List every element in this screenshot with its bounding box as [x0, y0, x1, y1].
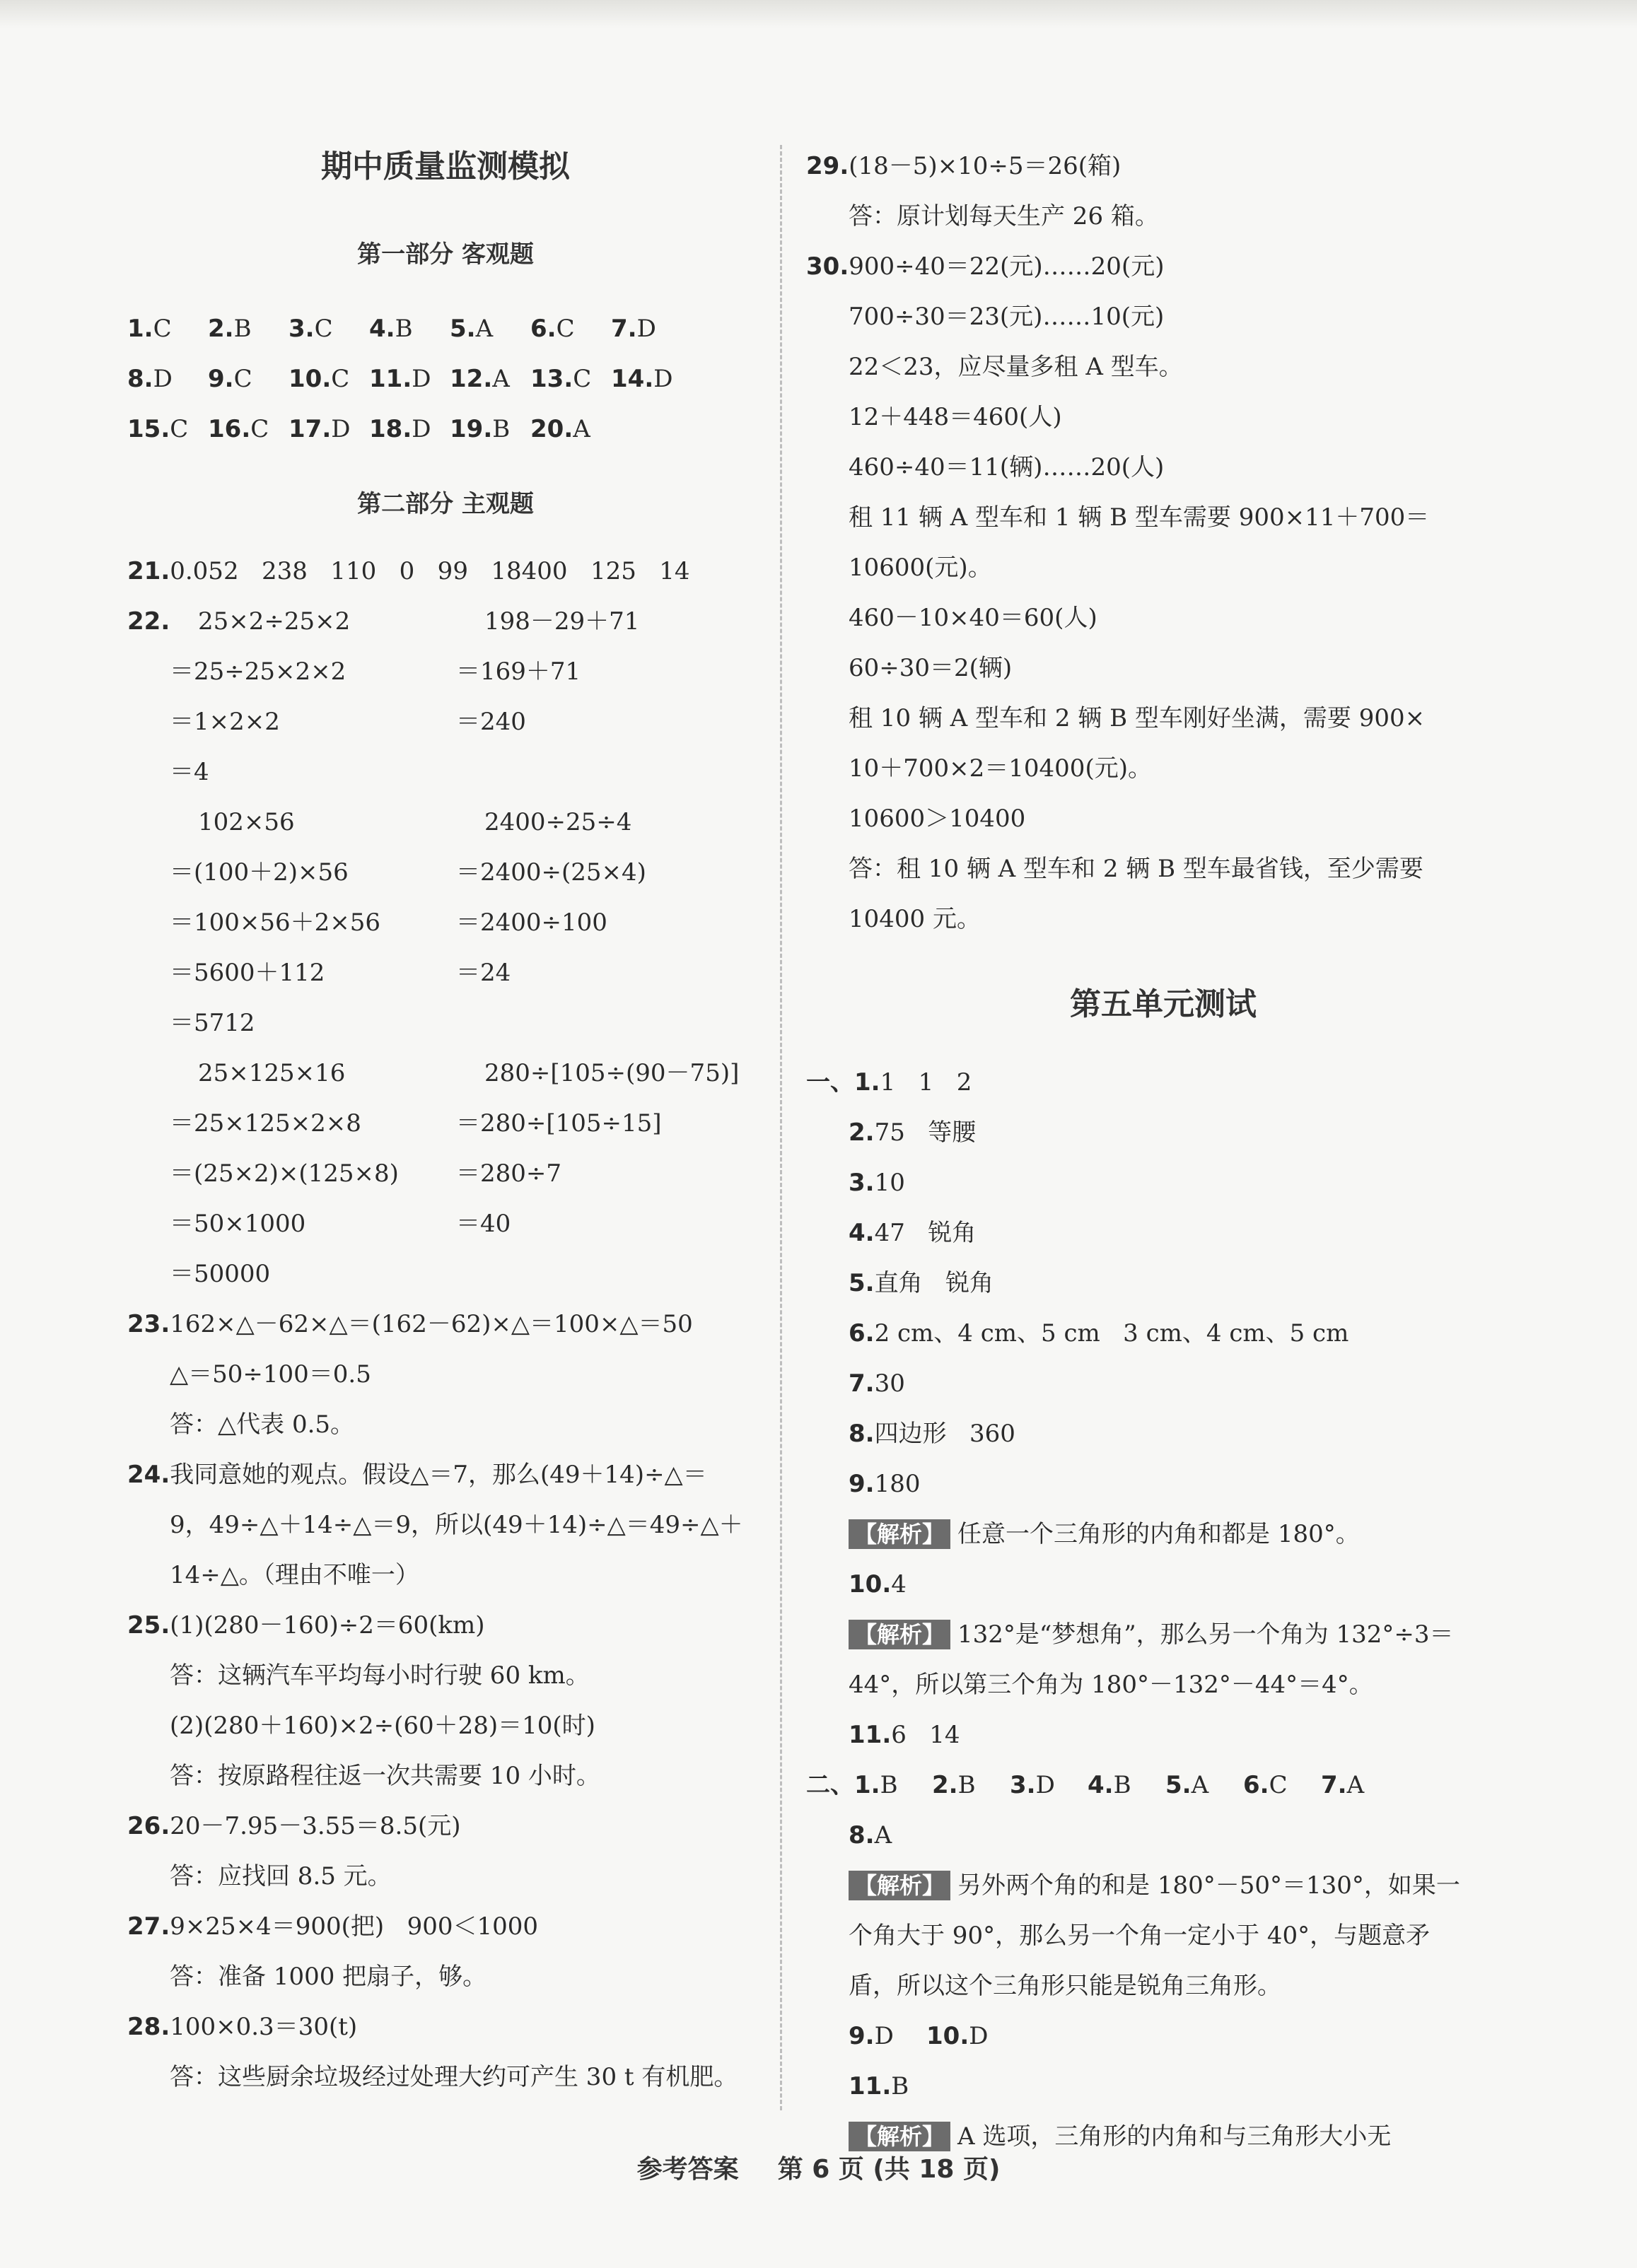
q22-left-expr: ＝(25×2)×(125×8)	[170, 1159, 399, 1188]
mc-item-answer: C	[573, 365, 592, 393]
mc-item-number: 8.	[127, 365, 153, 393]
mc-item-answer: B	[395, 315, 413, 343]
unit5-sec1-item	[806, 1459, 1520, 1509]
q22-left-expr: 102×56	[198, 808, 295, 836]
q22-right-expr: 2400÷25÷4	[484, 808, 632, 836]
q30-line-text: 租 11 辆 A 型车和 1 辆 B 型车需要 900×11＋700＝	[849, 503, 1430, 532]
q30-line-text: 10600(元)。	[849, 554, 992, 582]
mc-item	[369, 304, 450, 354]
sec2-item	[1321, 1760, 1399, 1811]
q21-answer: 21.0.052 238 110 0 99 18400 125 14	[127, 557, 690, 585]
q29-line	[806, 141, 1520, 192]
mc-item	[127, 354, 208, 404]
sec2-q8-answer: A	[874, 1821, 892, 1849]
analysis-sec2-q8	[806, 1961, 1520, 2011]
section-title-midterm: 期中质量监测模拟	[321, 148, 570, 185]
q22-line	[127, 1149, 764, 1199]
mc-item	[127, 304, 208, 354]
q24-line	[127, 1550, 764, 1601]
left-column	[127, 141, 764, 2103]
mc-item-answer: C	[170, 415, 189, 443]
q25-line-text: (2)(280＋160)×2÷(60＋28)＝10(时)	[170, 1712, 595, 1740]
mc-item	[289, 304, 369, 354]
q25-line	[127, 1701, 764, 1751]
q30-line-text: 60÷30＝2(辆)	[849, 654, 1013, 682]
sec2-item-number: 3.	[1010, 1771, 1036, 1799]
sec1-item-number: 1.	[854, 1068, 880, 1097]
sec2-q11-number: 11.	[849, 2072, 892, 2100]
sec1-item-number: 4.	[849, 1219, 875, 1247]
q22-left-expr: ＝(100＋2)×56	[170, 858, 349, 887]
q23-line-text: 162×△－62×△＝(162－62)×△＝100×△＝50	[170, 1310, 693, 1338]
sec2-item-number: 5.	[1165, 1771, 1192, 1799]
q30-line	[806, 493, 1520, 543]
sec1-item-answer: 180	[874, 1470, 921, 1498]
analysis-q9	[806, 1509, 1520, 1560]
multiple-choice-answers	[127, 304, 764, 455]
q22-calculation	[127, 597, 764, 1299]
mc-item-answer: D	[653, 365, 673, 393]
mc-item-answer: C	[556, 315, 575, 343]
q11-number: 11.	[849, 1721, 892, 1749]
q30-line-text: 答：租 10 辆 A 型车和 2 辆 B 型车最省钱，至少需要	[849, 855, 1423, 883]
sec2-item-number: 4.	[1088, 1771, 1114, 1799]
sec2-item-answer: A	[1346, 1771, 1365, 1799]
q24-line-text: 我同意她的观点。假设△＝7，那么(49＋14)÷△＝	[170, 1461, 707, 1489]
right-word-problems	[806, 141, 1520, 945]
mc-item-number: 19.	[450, 415, 493, 443]
q30-line	[806, 844, 1520, 894]
q22-line	[127, 998, 764, 1048]
analysis-badge: 【解析】	[849, 1871, 950, 1900]
mc-item-answer: B	[233, 315, 252, 343]
q28-line-text: 100×0.3＝30(t)	[170, 2013, 358, 2041]
q23-line-number: 23.	[127, 1310, 170, 1338]
q22-right-expr: 198－29＋71	[484, 607, 640, 636]
part1-heading: 第一部分 客观题	[357, 240, 534, 269]
sec1-label: 一、	[806, 1068, 854, 1097]
q22-line	[127, 948, 764, 998]
mc-item	[289, 404, 369, 455]
mc-item-number: 18.	[369, 415, 412, 443]
analysis-q10-text: 132°是“梦想角”，那么另一个角为 132°÷3＝	[957, 1620, 1454, 1649]
mc-item-number: 16.	[208, 415, 251, 443]
sec2-item-answer: B	[880, 1771, 898, 1799]
q22-right-expr: ＝169＋71	[456, 657, 581, 686]
q30-line-text: 900÷40＝22(元)……20(元)	[849, 252, 1165, 281]
q30-line-text: 460－10×40＝60(人)	[849, 604, 1097, 632]
q26-line	[127, 1801, 764, 1852]
unit5-sec1-item	[806, 1208, 1520, 1258]
q30-line	[806, 593, 1520, 643]
mc-item-number: 9.	[208, 365, 234, 393]
q28-line	[127, 2052, 764, 2103]
q30-line	[806, 794, 1520, 844]
q29-line	[806, 192, 1520, 242]
page-top-shade	[0, 0, 1637, 28]
q22-left-expr: ＝25×125×2×8	[170, 1109, 361, 1138]
sec1-item-answer: 47 锐角	[874, 1219, 977, 1247]
mc-item	[611, 354, 692, 404]
q23-line	[127, 1350, 764, 1400]
sec2-item	[1165, 1760, 1243, 1811]
q22-left-expr: ＝50×1000	[170, 1210, 306, 1238]
analysis-q10	[806, 1610, 1520, 1660]
q30-line	[806, 543, 1520, 593]
q29-line-number: 29.	[806, 152, 849, 180]
q30-line-text: 700÷30＝23(元)……10(元)	[849, 303, 1165, 331]
sec1-item-answer: 10	[874, 1169, 905, 1197]
q30-line	[806, 744, 1520, 794]
q25-line	[127, 1751, 764, 1801]
analysis-sec2-q8-text: 盾，所以这个三角形只能是锐角三角形。	[849, 1972, 1281, 2000]
q22-line	[127, 597, 764, 647]
mc-item-number: 14.	[611, 365, 654, 393]
q22-left-expr: ＝25÷25×2×2	[170, 657, 346, 686]
unit5-sec1-item	[806, 1258, 1520, 1309]
analysis-q10	[806, 1660, 1520, 1710]
q27-line	[127, 1902, 764, 1952]
q27-line-text: 9×25×4＝900(把) 900＜1000	[170, 1912, 539, 1941]
left-word-problems	[127, 1299, 764, 2103]
q24-line	[127, 1500, 764, 1550]
analysis-sec2-q8	[806, 1861, 1520, 1911]
analysis-sec2-q8	[806, 1911, 1520, 1961]
mc-item-number: 15.	[127, 415, 170, 443]
sec2-item-answer: C	[1269, 1771, 1288, 1799]
sec2-item	[1243, 1760, 1321, 1811]
q22-right-expr: ＝24	[456, 959, 511, 987]
q22-left-expr: 25×2÷25×2	[198, 607, 351, 636]
q25-line	[127, 1601, 764, 1651]
mc-item-number: 7.	[611, 315, 637, 343]
mc-item-number: 4.	[369, 315, 395, 343]
q30-line-text: 租 10 辆 A 型车和 2 辆 B 型车刚好坐满，需要 900×	[849, 704, 1426, 732]
sec2-item-answer: D	[969, 2022, 989, 2050]
q22-left-expr: 25×125×16	[198, 1059, 346, 1087]
sec1-item-number: 2.	[849, 1118, 875, 1147]
analysis-sec2-q11-text: A 选项，三角形的内角和与三角形大小无	[957, 2122, 1392, 2151]
mc-item-number: 10.	[289, 365, 332, 393]
q30-line	[806, 392, 1520, 443]
unit5-answers	[806, 1058, 1520, 2162]
mc-item-answer: C	[153, 315, 172, 343]
mc-item-number: 3.	[289, 315, 315, 343]
analysis-badge: 【解析】	[849, 1519, 950, 1549]
footer-page-number: 第 6 页 (共 18 页)	[777, 2155, 1001, 2184]
q30-line	[806, 292, 1520, 342]
q30-line-text: 10400 元。	[849, 905, 981, 933]
analysis-badge: 【解析】	[849, 2122, 950, 2151]
q30-line-text: 10＋700×2＝10400(元)。	[849, 754, 1152, 783]
q22-right-expr: ＝280÷[105÷15]	[456, 1109, 662, 1138]
unit5-sec1-item	[806, 1409, 1520, 1459]
q30-line	[806, 242, 1520, 292]
sec2-item-answer: D	[874, 2022, 894, 2050]
sec2-item-number: 7.	[1321, 1771, 1347, 1799]
q26-line-number: 26.	[127, 1812, 170, 1840]
q11-answer: 6 14	[891, 1721, 960, 1749]
q22-left-expr: ＝100×56＋2×56	[170, 908, 381, 937]
sec2-item-number: 2.	[932, 1771, 958, 1799]
mc-item-number: 11.	[369, 365, 412, 393]
unit5-sec2-q9-10	[806, 2011, 1520, 2062]
page-footer	[0, 2149, 1637, 2185]
sec2-item	[926, 2011, 1004, 2062]
sec2-item	[1088, 1760, 1165, 1811]
q30-line-text: 22＜23，应尽量多租 A 型车。	[849, 353, 1183, 381]
q29-line-text: 答：原计划每天生产 26 箱。	[849, 202, 1159, 230]
q30-line-text: 12＋448＝460(人)	[849, 403, 1062, 431]
sec1-item-number: 6.	[849, 1319, 875, 1348]
q10-number: 10.	[849, 1570, 892, 1598]
q22-line	[127, 797, 764, 848]
analysis-q10-text: 44°，所以第三个角为 180°－132°－44°＝4°。	[849, 1671, 1373, 1699]
sec1-item-number: 9.	[849, 1470, 875, 1498]
sec2-q11-answer: B	[891, 2072, 909, 2100]
unit5-sec2-q11	[806, 2062, 1520, 2112]
mc-row	[127, 304, 764, 354]
q26-line-text: 答：应找回 8.5 元。	[170, 1862, 392, 1890]
mc-item	[208, 354, 289, 404]
sec2-label: 二、	[806, 1771, 854, 1799]
footer-label: 参考答案	[636, 2155, 739, 2184]
q24-line-text: 14÷△。（理由不唯一）	[170, 1561, 419, 1589]
q27-line-text: 答：准备 1000 把扇子，够。	[170, 1963, 487, 1991]
sec1-item-number: 5.	[849, 1269, 875, 1297]
mc-item	[530, 404, 611, 455]
sec2-item	[1010, 1760, 1088, 1811]
q28-line-text: 答：这些厨余垃圾经过处理大约可产生 30 t 有机肥。	[170, 2063, 738, 2091]
q10-answer: 4	[891, 1570, 907, 1598]
q25-line-text: (1)(280－160)÷2＝60(km)	[170, 1611, 485, 1639]
mc-item-number: 1.	[127, 315, 153, 343]
q22-line	[127, 1048, 764, 1099]
q26-line	[127, 1852, 764, 1902]
q22-line	[127, 697, 764, 747]
q30-line	[806, 894, 1520, 945]
analysis-q9-text: 任意一个三角形的内角和都是 180°。	[957, 1520, 1360, 1548]
sec2-item-number: 6.	[1243, 1771, 1269, 1799]
column-divider	[780, 145, 782, 2110]
sec2-q8-number: 8.	[849, 1821, 875, 1849]
q23-line-text: △＝50÷100＝0.5	[170, 1360, 371, 1389]
unit5-q11	[806, 1710, 1520, 1760]
mc-item-answer: C	[331, 365, 350, 393]
q25-line-text: 答：这辆汽车平均每小时行驶 60 km。	[170, 1661, 590, 1690]
unit5-sec1-item	[806, 1058, 1520, 1108]
sec2-item-answer: A	[1191, 1771, 1209, 1799]
mc-item	[450, 304, 530, 354]
mc-item-number: 17.	[289, 415, 332, 443]
mc-item	[369, 354, 450, 404]
sec1-item-number: 7.	[849, 1369, 875, 1398]
q22-line	[127, 848, 764, 898]
mc-item-answer: D	[153, 365, 173, 393]
q22-right-expr: ＝280÷7	[456, 1159, 562, 1188]
unit5-sec1-item	[806, 1108, 1520, 1158]
q24-line-text: 9，49÷△＋14÷△＝9，所以(49＋14)÷△＝49÷△＋	[170, 1511, 743, 1539]
sec1-item-answer: 30	[874, 1369, 905, 1398]
sec2-item-answer: B	[957, 1771, 976, 1799]
q22-left-expr: ＝50000	[170, 1260, 271, 1288]
q23-line-text: 答：△代表 0.5。	[170, 1410, 355, 1439]
q22-right-expr: ＝40	[456, 1210, 511, 1238]
sec1-item-answer: 2 cm、4 cm、5 cm 3 cm、4 cm、5 cm	[874, 1319, 1349, 1348]
sec2-item-number: 10.	[926, 2022, 969, 2050]
q29-line-text: (18－5)×10÷5＝26(箱)	[849, 152, 1122, 180]
sec1-item-answer: 1 1 2	[880, 1068, 972, 1097]
mc-item	[530, 354, 611, 404]
q22-line	[127, 747, 764, 797]
mc-item-number: 13.	[530, 365, 573, 393]
mc-item	[530, 304, 611, 354]
mc-row	[127, 404, 764, 455]
analysis-sec2-q8-text: 另外两个角的和是 180°－50°＝130°，如果一	[957, 1871, 1460, 1900]
unit5-sec1-item	[806, 1309, 1520, 1359]
q28-line	[127, 2002, 764, 2052]
mc-item	[289, 354, 369, 404]
mc-row	[127, 354, 764, 404]
q26-line-text: 20－7.95－3.55＝8.5(元)	[170, 1812, 461, 1840]
mc-item-number: 6.	[530, 315, 557, 343]
mc-item	[450, 404, 530, 455]
sec2-item-number: 9.	[849, 2022, 875, 2050]
q22-line	[127, 1199, 764, 1249]
q22-left-expr: ＝4	[170, 758, 209, 786]
mc-item-answer: C	[233, 365, 252, 393]
mc-item-answer: C	[314, 315, 333, 343]
q22-right-expr: 280÷[105÷(90－75)]	[484, 1059, 740, 1087]
unit5-sec2-row	[806, 1760, 1520, 1811]
section-title-unit5: 第五单元测试	[1070, 986, 1257, 1022]
mc-item	[208, 304, 289, 354]
mc-item-answer: D	[331, 415, 351, 443]
mc-item	[611, 304, 692, 354]
mc-item-answer: D	[636, 315, 656, 343]
q24-line-number: 24.	[127, 1461, 170, 1489]
unit5-q10	[806, 1560, 1520, 1610]
sec2-item-answer: D	[1035, 1771, 1055, 1799]
mc-item-answer: A	[475, 315, 494, 343]
q28-line-number: 28.	[127, 2013, 170, 2041]
part2-heading: 第二部分 主观题	[357, 490, 534, 518]
mc-item-number: 20.	[530, 415, 573, 443]
unit5-sec1-item	[806, 1359, 1520, 1409]
q22-number: 22.	[127, 607, 170, 636]
q25-line-text: 答：按原路程往返一次共需要 10 小时。	[170, 1762, 600, 1790]
q22-right-expr: ＝2400÷(25×4)	[456, 858, 646, 887]
right-column	[806, 141, 1520, 2162]
mc-item	[369, 404, 450, 455]
q25-line-number: 25.	[127, 1611, 170, 1639]
mc-item-answer: C	[250, 415, 269, 443]
unit5-sec2-q8	[806, 1811, 1520, 1861]
q30-line-text: 10600＞10400	[849, 805, 1026, 833]
sec1-item-answer: 75 等腰	[874, 1118, 977, 1147]
q30-line	[806, 643, 1520, 694]
q23-line	[127, 1299, 764, 1350]
q30-line	[806, 342, 1520, 392]
q22-line	[127, 1249, 764, 1299]
sec2-item	[854, 1760, 932, 1811]
q30-line-text: 460÷40＝11(辆)……20(人)	[849, 453, 1165, 481]
q22-line	[127, 1099, 764, 1149]
analysis-sec2-q8-text: 个角大于 90°，那么另一个角一定小于 40°，与题意矛	[849, 1922, 1431, 1950]
mc-item-number: 2.	[208, 315, 234, 343]
mc-item-answer: A	[492, 365, 510, 393]
unit5-sec1-item	[806, 1158, 1520, 1208]
sec2-item	[932, 1760, 1010, 1811]
q22-left-expr: ＝5712	[170, 1009, 255, 1037]
q22-right-expr: ＝2400÷100	[456, 908, 607, 937]
q22-left-expr: ＝5600＋112	[170, 959, 325, 987]
sec1-item-answer: 直角 锐角	[874, 1269, 994, 1297]
q22-line	[127, 647, 764, 697]
mc-item-number: 5.	[450, 315, 476, 343]
mc-item-answer: B	[492, 415, 511, 443]
mc-item-number: 12.	[450, 365, 493, 393]
q27-line	[127, 1952, 764, 2002]
q22-right-expr: ＝240	[456, 708, 526, 736]
mc-item	[208, 404, 289, 455]
sec2-item-number: 1.	[854, 1771, 880, 1799]
q30-line-number: 30.	[806, 252, 849, 281]
q23-line	[127, 1400, 764, 1450]
sec1-item-answer: 四边形 360	[874, 1420, 1015, 1448]
analysis-badge: 【解析】	[849, 1620, 950, 1649]
mc-item	[450, 354, 530, 404]
q24-line	[127, 1450, 764, 1500]
mc-item-answer: D	[412, 365, 431, 393]
sec1-item-number: 3.	[849, 1169, 875, 1197]
mc-item	[127, 404, 208, 455]
mc-item-answer: D	[412, 415, 431, 443]
q22-left-expr: ＝1×2×2	[170, 708, 280, 736]
sec1-item-number: 8.	[849, 1420, 875, 1448]
sec2-item	[849, 2011, 926, 2062]
q22-line	[127, 898, 764, 948]
sec2-item-answer: B	[1113, 1771, 1131, 1799]
mc-item-answer: A	[573, 415, 590, 443]
q27-line-number: 27.	[127, 1912, 170, 1941]
q25-line	[127, 1651, 764, 1701]
q30-line	[806, 694, 1520, 744]
q30-line	[806, 443, 1520, 493]
